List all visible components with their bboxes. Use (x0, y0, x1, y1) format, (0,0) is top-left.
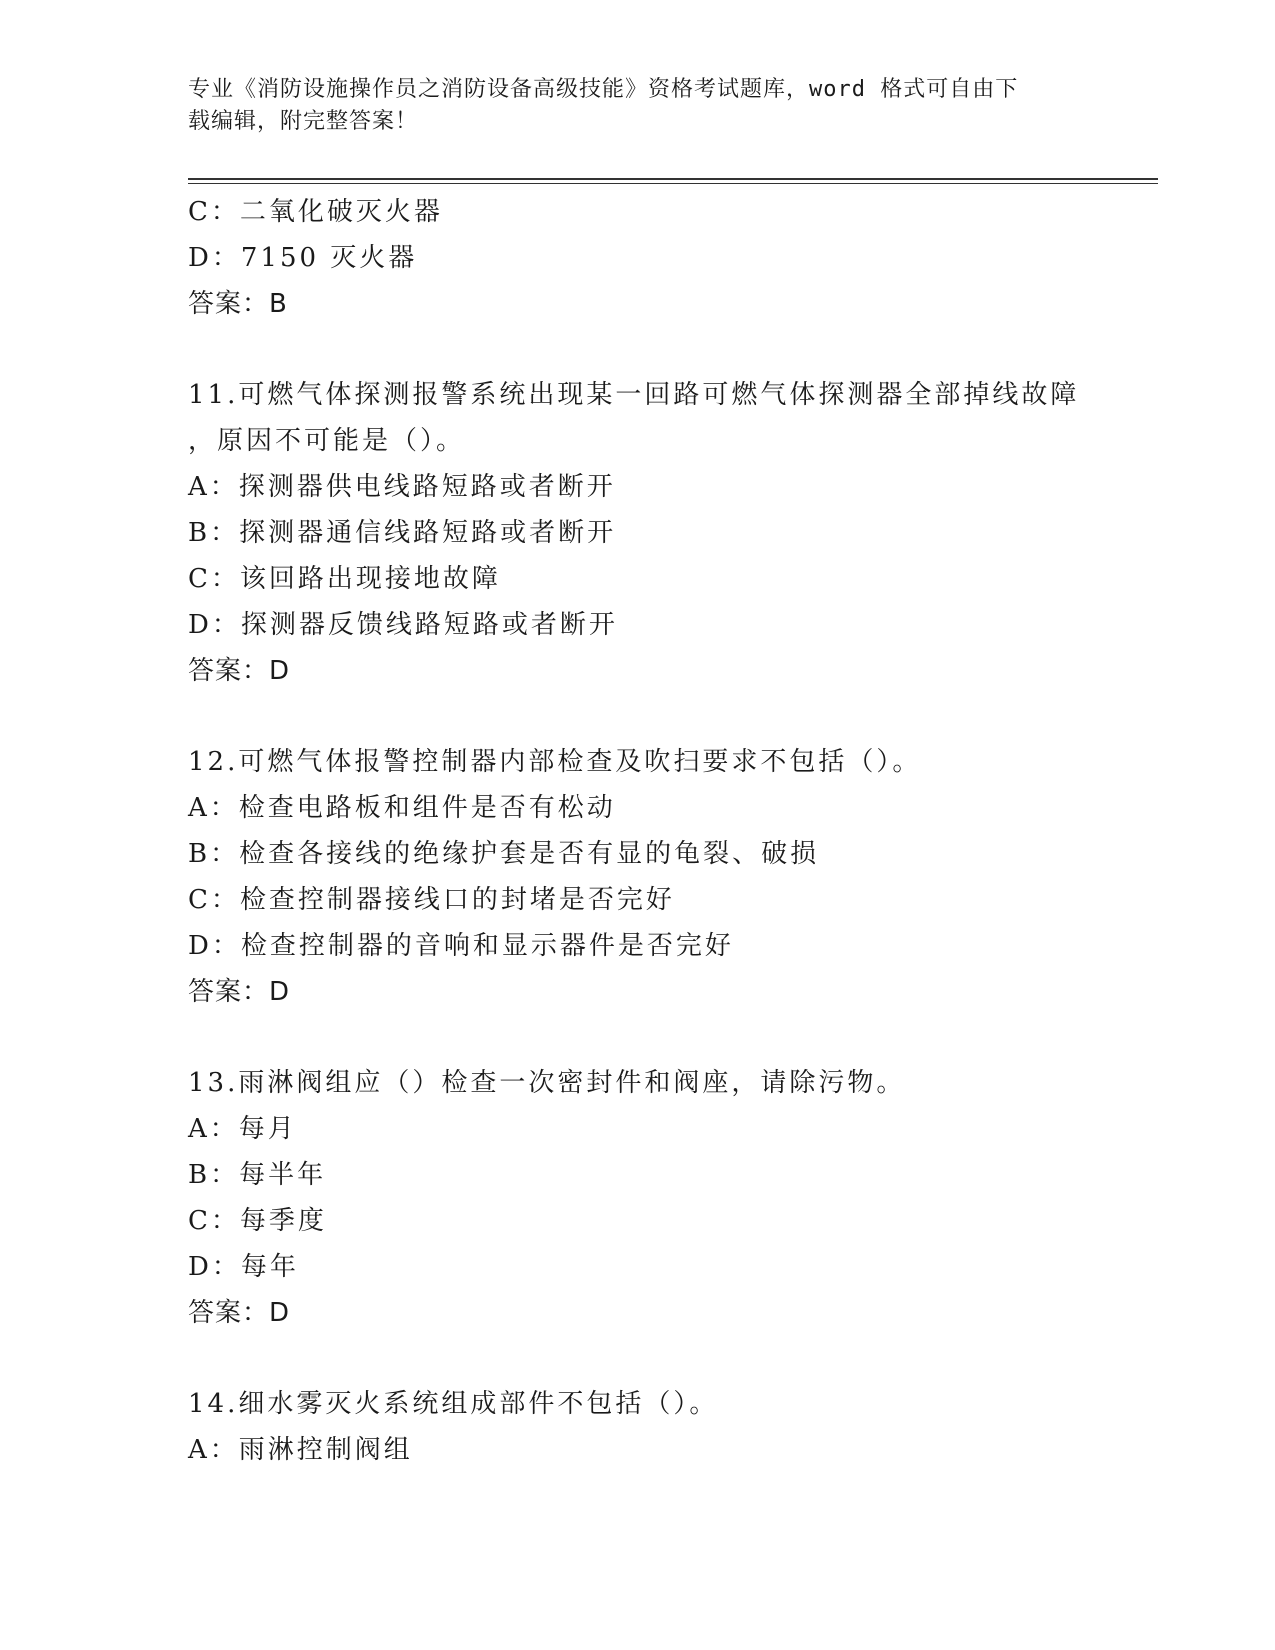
option-text: 雨淋控制阀组 (238, 1435, 413, 1465)
option-label: B： (188, 518, 240, 548)
option-label: C： (188, 1206, 240, 1236)
option-text: 每年 (240, 1252, 299, 1282)
question-11 (188, 372, 1148, 694)
question-title: 11.可燃气体探测报警系统出现某一回路可燃气体探测器全部掉线故障 (188, 380, 1080, 410)
option-line (188, 189, 1148, 235)
option-label: A： (188, 1435, 239, 1465)
header-line-1: 专业《消防设施操作员之消防设备高级技能》资格考试题库，word 格式可自由下 (188, 77, 1019, 102)
option-text: 探测器通信线路短路或者断开 (239, 518, 617, 548)
question-title: 13.雨淋阀组应（）检查一次密封件和阀座，请除污物。 (188, 1068, 906, 1098)
option-line (188, 831, 1148, 877)
option-line (188, 235, 1148, 281)
option-text: 每月 (238, 1114, 297, 1144)
option-line (188, 464, 1148, 510)
option-line (188, 1198, 1148, 1244)
header-rule-thin (188, 183, 1158, 184)
option-label: B： (188, 839, 240, 869)
question-title: 12.可燃气体报警控制器内部检查及吹扫要求不包括（）。 (188, 747, 922, 777)
option-text: 每季度 (239, 1206, 327, 1236)
option-line (188, 510, 1148, 556)
option-label: A： (188, 793, 239, 823)
answer-line: 答案：B (188, 289, 288, 319)
option-label: C： (188, 564, 240, 594)
option-line (188, 556, 1148, 602)
option-text: 探测器反馈线路短路或者断开 (240, 610, 618, 640)
option-text: 检查各接线的绝缘护套是否有显的龟裂、破损 (239, 839, 820, 869)
answer-line: 答案：D (188, 1298, 291, 1328)
option-label: D： (188, 610, 241, 640)
option-label: A： (188, 1114, 239, 1144)
option-text: 该回路出现接地故障 (239, 564, 501, 594)
option-line (188, 877, 1148, 923)
option-line (188, 602, 1148, 648)
option-line (188, 1152, 1148, 1198)
option-label: A： (188, 472, 239, 502)
option-label: B： (188, 1160, 240, 1190)
option-label: D： (188, 931, 241, 961)
question-title-continued: ，原因不可能是（）。 (188, 426, 466, 456)
option-line (188, 1244, 1148, 1290)
answer-line: 答案：D (188, 977, 291, 1007)
option-label: D： (188, 1252, 241, 1282)
option-line (188, 1427, 1148, 1473)
question-13 (188, 1060, 1148, 1336)
answer-line: 答案：D (188, 656, 291, 686)
question-content (188, 189, 1148, 1473)
header-line-2: 载编辑，附完整答案！ (188, 109, 419, 134)
option-label: D： (188, 243, 241, 273)
option-text: 探测器供电线路短路或者断开 (238, 472, 616, 502)
option-text: 检查控制器的音响和显示器件是否完好 (240, 931, 734, 961)
option-label: C： (188, 197, 240, 227)
option-text: 7150 灭火器 (240, 243, 418, 273)
option-text: 每半年 (239, 1160, 327, 1190)
question-14 (188, 1381, 1148, 1473)
option-text: 二氧化破灭火器 (239, 197, 443, 227)
option-line (188, 1106, 1148, 1152)
document-header (188, 74, 1088, 138)
option-label: C： (188, 885, 240, 915)
option-line (188, 785, 1148, 831)
partial-question (188, 189, 1148, 327)
question-12 (188, 739, 1148, 1015)
option-text: 检查控制器接线口的封堵是否完好 (239, 885, 675, 915)
option-line (188, 923, 1148, 969)
header-rule-thick (188, 178, 1158, 180)
question-title: 14.细水雾灭火系统组成部件不包括（）。 (188, 1389, 719, 1419)
option-text: 检查电路板和组件是否有松动 (238, 793, 616, 823)
